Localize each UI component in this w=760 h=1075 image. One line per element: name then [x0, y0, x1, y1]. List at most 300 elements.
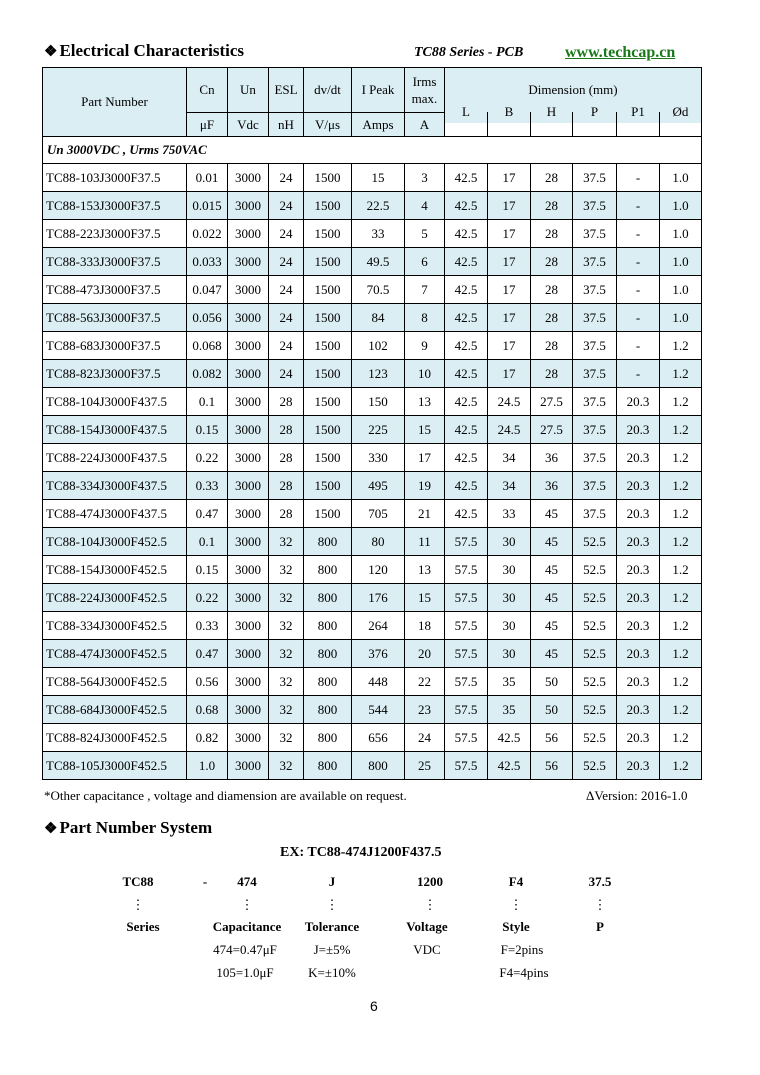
- capacitance-example: 474=0.47μF: [213, 942, 277, 957]
- table-cell: 1500: [304, 388, 352, 416]
- header-dim-h: H: [531, 100, 573, 124]
- table-cell: 70.5: [352, 276, 405, 304]
- table-cell: 3000: [228, 472, 269, 500]
- label-series: Series: [126, 919, 160, 934]
- table-cell: 1500: [304, 332, 352, 360]
- unit-un: Vdc: [228, 113, 269, 137]
- table-row: [43, 472, 702, 500]
- table-cell: 42.5: [488, 752, 531, 780]
- header-dimension: Dimension (mm): [445, 68, 702, 113]
- table-cell: 0.1: [187, 388, 228, 416]
- table-cell: 1.2: [660, 752, 702, 780]
- table-cell: 37.5: [573, 332, 617, 360]
- table-cell: 37.5: [573, 192, 617, 220]
- unit-irms: A: [405, 113, 445, 137]
- table-cell: 20.3: [617, 444, 660, 472]
- table-cell: 42.5: [445, 192, 488, 220]
- table-row: [43, 668, 702, 696]
- table-cell: 8: [405, 304, 445, 332]
- table-row: [43, 444, 702, 472]
- table-cell: 24.5: [488, 388, 531, 416]
- table-cell: 17: [488, 360, 531, 388]
- table-cell: 27.5: [531, 416, 573, 444]
- table-cell: 3000: [228, 724, 269, 752]
- table-cell: 3000: [228, 276, 269, 304]
- header-dim-b: B: [488, 100, 531, 124]
- table-cell: 0.33: [187, 612, 228, 640]
- table-cell: -: [617, 276, 660, 304]
- table-row: [43, 584, 702, 612]
- header-esl: ESL: [269, 68, 304, 113]
- table-cell: 5: [405, 220, 445, 248]
- style-example: F=2pins: [500, 942, 544, 957]
- table-cell: 3000: [228, 388, 269, 416]
- table-cell: 1500: [304, 220, 352, 248]
- table-cell: 800: [304, 612, 352, 640]
- table-cell: 21: [405, 500, 445, 528]
- table-cell: 45: [531, 556, 573, 584]
- table-cell: 0.15: [187, 416, 228, 444]
- table-cell: 800: [352, 752, 405, 780]
- label-capacitance: Capacitance: [212, 919, 282, 934]
- table-cell: 1.2: [660, 388, 702, 416]
- table-cell: 57.5: [445, 612, 488, 640]
- table-row: [43, 696, 702, 724]
- table-cell: 42.5: [445, 444, 488, 472]
- table-cell: 0.68: [187, 696, 228, 724]
- style-example: F4=4pins: [499, 965, 549, 980]
- table-row: [43, 388, 702, 416]
- table-cell: 0.15: [187, 556, 228, 584]
- table-row: [43, 612, 702, 640]
- table-cell: 37.5: [573, 500, 617, 528]
- header-dvdt: dv/dt: [304, 68, 352, 113]
- header-dim-l: L: [445, 100, 488, 124]
- table-cell: 1.0: [187, 752, 228, 780]
- table-cell: 20.3: [617, 752, 660, 780]
- table-cell: 0.22: [187, 584, 228, 612]
- label-p: P: [596, 919, 604, 934]
- table-cell: 42.5: [445, 388, 488, 416]
- part-number-cell: TC88-474J3000F437.5: [43, 500, 187, 528]
- table-cell: 0.1: [187, 528, 228, 556]
- table-cell: 42.5: [488, 724, 531, 752]
- table-cell: 37.5: [573, 388, 617, 416]
- table-cell: 1.0: [660, 304, 702, 332]
- table-cell: 1.2: [660, 472, 702, 500]
- table-cell: 42.5: [445, 360, 488, 388]
- table-cell: 800: [304, 556, 352, 584]
- section-title-part-number: ❖ Part Number System: [44, 818, 213, 837]
- table-cell: 3000: [228, 444, 269, 472]
- table-cell: -: [617, 164, 660, 192]
- table-cell: 33: [488, 500, 531, 528]
- table-cell: 22: [405, 668, 445, 696]
- table-cell: 42.5: [445, 332, 488, 360]
- table-cell: 17: [488, 164, 531, 192]
- table-cell: 3000: [228, 528, 269, 556]
- table-cell: 448: [352, 668, 405, 696]
- table-cell: 22.5: [352, 192, 405, 220]
- table-cell: 1.0: [660, 220, 702, 248]
- header-dim-od: Ød: [660, 100, 702, 124]
- unit-esl: nH: [269, 113, 304, 137]
- table-cell: 24: [269, 192, 304, 220]
- label-style: Style: [502, 919, 530, 934]
- table-cell: 37.5: [573, 416, 617, 444]
- table-cell: 120: [352, 556, 405, 584]
- table-cell: 544: [352, 696, 405, 724]
- table-cell: 57.5: [445, 696, 488, 724]
- table-cell: 20.3: [617, 724, 660, 752]
- table-cell: 3000: [228, 640, 269, 668]
- table-cell: -: [617, 332, 660, 360]
- table-row: [43, 360, 702, 388]
- voltage-unit: VDC: [413, 942, 441, 957]
- table-cell: 45: [531, 584, 573, 612]
- table-cell: 42.5: [445, 416, 488, 444]
- table-cell: 20.3: [617, 584, 660, 612]
- table-cell: 656: [352, 724, 405, 752]
- table-cell: 57.5: [445, 640, 488, 668]
- table-cell: 37.5: [573, 444, 617, 472]
- table-cell: 1500: [304, 416, 352, 444]
- table-row: [43, 500, 702, 528]
- table-cell: 24: [269, 304, 304, 332]
- table-row: [43, 248, 702, 276]
- table-cell: 1.0: [660, 192, 702, 220]
- unit-dvdt: V/μs: [304, 113, 352, 137]
- table-cell: 17: [488, 332, 531, 360]
- label-tolerance: Tolerance: [304, 919, 360, 934]
- table-cell: 800: [304, 752, 352, 780]
- table-row: [43, 752, 702, 780]
- table-row: [43, 220, 702, 248]
- table-cell: 52.5: [573, 640, 617, 668]
- table-cell: 20.3: [617, 472, 660, 500]
- part-number-cell: TC88-473J3000F37.5: [43, 276, 187, 304]
- table-cell: 20.3: [617, 500, 660, 528]
- table-cell: 32: [269, 668, 304, 696]
- table-cell: -: [617, 248, 660, 276]
- table-cell: 37.5: [573, 276, 617, 304]
- table-cell: 45: [531, 640, 573, 668]
- table-cell: 32: [269, 612, 304, 640]
- table-cell: 3000: [228, 752, 269, 780]
- table-cell: 36: [531, 444, 573, 472]
- table-cell: 1500: [304, 276, 352, 304]
- table-cell: 45: [531, 500, 573, 528]
- dots: ⋮: [131, 897, 145, 912]
- table-cell: 24: [269, 248, 304, 276]
- table-cell: 330: [352, 444, 405, 472]
- table-cell: 0.015: [187, 192, 228, 220]
- table-cell: 57.5: [445, 724, 488, 752]
- table-cell: 376: [352, 640, 405, 668]
- table-cell: 20.3: [617, 696, 660, 724]
- table-cell: 24: [269, 220, 304, 248]
- part-number-cell: TC88-153J3000F37.5: [43, 192, 187, 220]
- table-cell: 24: [269, 276, 304, 304]
- table-cell: 34: [488, 444, 531, 472]
- table-cell: 28: [269, 444, 304, 472]
- table-cell: 0.22: [187, 444, 228, 472]
- part-number-cell: TC88-563J3000F37.5: [43, 304, 187, 332]
- part-number-cell: TC88-224J3000F452.5: [43, 584, 187, 612]
- table-cell: 11: [405, 528, 445, 556]
- table-row: [43, 164, 702, 192]
- table-cell: 37.5: [573, 248, 617, 276]
- table-cell: 28: [269, 472, 304, 500]
- table-cell: 24: [269, 164, 304, 192]
- table-cell: 176: [352, 584, 405, 612]
- dots: ⋮: [240, 897, 254, 912]
- table-cell: 15: [352, 164, 405, 192]
- table-cell: 30: [488, 584, 531, 612]
- table-cell: 45: [531, 612, 573, 640]
- table-cell: 3000: [228, 192, 269, 220]
- section-title-electrical: ❖ Electrical Characteristics: [44, 41, 245, 60]
- part-number-cell: TC88-223J3000F37.5: [43, 220, 187, 248]
- code-tolerance: J: [328, 874, 336, 889]
- table-cell: 3000: [228, 248, 269, 276]
- table-cell: 0.47: [187, 500, 228, 528]
- table-row: [43, 416, 702, 444]
- table-cell: 32: [269, 556, 304, 584]
- code-capacitance: 474: [237, 874, 257, 889]
- table-cell: 15: [405, 584, 445, 612]
- table-cell: 0.082: [187, 360, 228, 388]
- table-cell: 19: [405, 472, 445, 500]
- part-number-cell: TC88-103J3000F37.5: [43, 164, 187, 192]
- table-cell: 20.3: [617, 668, 660, 696]
- table-cell: 34: [488, 472, 531, 500]
- table-cell: 800: [304, 696, 352, 724]
- table-row: [43, 556, 702, 584]
- table-cell: -: [617, 360, 660, 388]
- diamond-bullet-icon: ❖: [44, 821, 58, 837]
- table-cell: 0.022: [187, 220, 228, 248]
- table-cell: 1.2: [660, 612, 702, 640]
- table-cell: 150: [352, 388, 405, 416]
- table-cell: 1500: [304, 472, 352, 500]
- table-cell: 0.056: [187, 304, 228, 332]
- part-number-cell: TC88-334J3000F437.5: [43, 472, 187, 500]
- table-cell: 1.2: [660, 668, 702, 696]
- table-cell: 24.5: [488, 416, 531, 444]
- table-cell: 1.2: [660, 360, 702, 388]
- table-cell: 3000: [228, 332, 269, 360]
- table-cell: 28: [269, 500, 304, 528]
- part-number-cell: TC88-224J3000F437.5: [43, 444, 187, 472]
- table-cell: 1500: [304, 248, 352, 276]
- table-cell: 28: [531, 192, 573, 220]
- table-cell: 800: [304, 640, 352, 668]
- table-cell: 42.5: [445, 500, 488, 528]
- table-cell: 1500: [304, 500, 352, 528]
- tolerance-example: K=±10%: [308, 965, 356, 980]
- table-cell: -: [617, 220, 660, 248]
- table-cell: 3000: [228, 164, 269, 192]
- table-cell: 28: [531, 248, 573, 276]
- table-cell: 1.2: [660, 444, 702, 472]
- table-cell: 3000: [228, 668, 269, 696]
- table-cell: -: [617, 192, 660, 220]
- table-cell: 1.2: [660, 696, 702, 724]
- dots: ⋮: [509, 897, 523, 912]
- table-cell: 0.033: [187, 248, 228, 276]
- table-cell: 28: [269, 388, 304, 416]
- table-cell: 1.2: [660, 584, 702, 612]
- table-cell: 56: [531, 752, 573, 780]
- table-cell: 36: [531, 472, 573, 500]
- part-number-cell: TC88-105J3000F452.5: [43, 752, 187, 780]
- diamond-bullet-icon: ❖: [44, 44, 58, 60]
- table-cell: 225: [352, 416, 405, 444]
- header-dim-p: P: [573, 100, 617, 124]
- table-cell: 3000: [228, 612, 269, 640]
- part-number-cell: TC88-154J3000F452.5: [43, 556, 187, 584]
- part-number-cell: TC88-104J3000F452.5: [43, 528, 187, 556]
- table-cell: 28: [269, 416, 304, 444]
- code-p: 37.5: [588, 874, 612, 889]
- part-number-cell: TC88-104J3000F437.5: [43, 388, 187, 416]
- table-cell: 1500: [304, 164, 352, 192]
- table-cell: 33: [352, 220, 405, 248]
- part-number-cell: TC88-683J3000F37.5: [43, 332, 187, 360]
- header-ipeak: I Peak: [352, 68, 405, 113]
- table-cell: 0.068: [187, 332, 228, 360]
- unit-ipeak: Amps: [352, 113, 405, 137]
- part-number-cell: TC88-684J3000F452.5: [43, 696, 187, 724]
- table-cell: 800: [304, 584, 352, 612]
- table-row: [43, 528, 702, 556]
- table-cell: 24: [269, 332, 304, 360]
- tolerance-example: J=±5%: [313, 942, 351, 957]
- table-cell: 30: [488, 528, 531, 556]
- table-cell: 3000: [228, 360, 269, 388]
- table-cell: 1500: [304, 304, 352, 332]
- table-cell: 20.3: [617, 388, 660, 416]
- table-cell: 37.5: [573, 360, 617, 388]
- table-cell: 0.33: [187, 472, 228, 500]
- table-cell: 42.5: [445, 248, 488, 276]
- table-cell: 52.5: [573, 724, 617, 752]
- table-row: [43, 276, 702, 304]
- table-cell: 30: [488, 556, 531, 584]
- table-cell: 1500: [304, 192, 352, 220]
- table-cell: 32: [269, 696, 304, 724]
- table-cell: 0.047: [187, 276, 228, 304]
- table-cell: 50: [531, 668, 573, 696]
- table-cell: 13: [405, 556, 445, 584]
- table-cell: 17: [488, 276, 531, 304]
- table-cell: 10: [405, 360, 445, 388]
- table-cell: 1.2: [660, 556, 702, 584]
- table-cell: 57.5: [445, 556, 488, 584]
- table-cell: 3000: [228, 556, 269, 584]
- table-cell: 0.82: [187, 724, 228, 752]
- table-cell: 20.3: [617, 528, 660, 556]
- table-cell: 28: [531, 220, 573, 248]
- table-cell: 3000: [228, 220, 269, 248]
- table-cell: 0.56: [187, 668, 228, 696]
- code-dash: -: [202, 874, 208, 889]
- code-voltage: 1200: [417, 874, 443, 889]
- table-cell: 52.5: [573, 696, 617, 724]
- table-cell: 800: [304, 668, 352, 696]
- table-cell: 20.3: [617, 556, 660, 584]
- table-cell: 1.0: [660, 276, 702, 304]
- table-cell: 1.0: [660, 164, 702, 192]
- table-cell: 0.47: [187, 640, 228, 668]
- table-cell: 32: [269, 724, 304, 752]
- table-cell: 32: [269, 752, 304, 780]
- label-voltage: Voltage: [406, 919, 448, 934]
- unit-cn: μF: [187, 113, 228, 137]
- table-row: [43, 332, 702, 360]
- part-number-cell: TC88-824J3000F452.5: [43, 724, 187, 752]
- group-label: Un 3000VDC , Urms 750VAC: [43, 137, 702, 164]
- code-style: F4: [508, 874, 524, 889]
- table-cell: 80: [352, 528, 405, 556]
- table-cell: 20.3: [617, 612, 660, 640]
- header-cn: Cn: [187, 68, 228, 113]
- dots: ⋮: [325, 897, 339, 912]
- table-row: [43, 724, 702, 752]
- table-cell: 3000: [228, 304, 269, 332]
- footnote: *Other capacitance , voltage and diamension are available on request.: [44, 788, 407, 803]
- table-cell: 28: [531, 332, 573, 360]
- header-un: Un: [228, 68, 269, 113]
- header-part-number: Part Number: [43, 68, 187, 137]
- table-cell: 1500: [304, 360, 352, 388]
- table-cell: 3000: [228, 500, 269, 528]
- table-cell: 1.2: [660, 416, 702, 444]
- table-cell: 57.5: [445, 668, 488, 696]
- website-link[interactable]: www.techcap.cn: [565, 44, 676, 61]
- table-cell: 1.2: [660, 528, 702, 556]
- table-cell: 42.5: [445, 164, 488, 192]
- table-cell: 1.2: [660, 500, 702, 528]
- part-number-cell: TC88-474J3000F452.5: [43, 640, 187, 668]
- table-cell: 3000: [228, 584, 269, 612]
- table-cell: 42.5: [445, 220, 488, 248]
- table-cell: 32: [269, 640, 304, 668]
- table-cell: 52.5: [573, 612, 617, 640]
- table-cell: 13: [405, 388, 445, 416]
- version-label: ΔVersion: 2016-1.0: [586, 788, 688, 803]
- table-cell: 52.5: [573, 584, 617, 612]
- table-row: [43, 304, 702, 332]
- table-cell: 52.5: [573, 752, 617, 780]
- table-cell: 28: [531, 276, 573, 304]
- capacitance-example: 105=1.0μF: [216, 965, 274, 980]
- table-cell: 18: [405, 612, 445, 640]
- header-irms: Irms max.: [405, 68, 445, 113]
- table-cell: 20: [405, 640, 445, 668]
- table-cell: 17: [488, 192, 531, 220]
- table-cell: 1.0: [660, 248, 702, 276]
- table-cell: 25: [405, 752, 445, 780]
- table-cell: 17: [488, 220, 531, 248]
- table-cell: 30: [488, 640, 531, 668]
- table-cell: 17: [405, 444, 445, 472]
- table-cell: 42.5: [445, 472, 488, 500]
- table-cell: 1.2: [660, 332, 702, 360]
- series-label: TC88 Series - PCB: [414, 45, 524, 60]
- table-cell: 57.5: [445, 752, 488, 780]
